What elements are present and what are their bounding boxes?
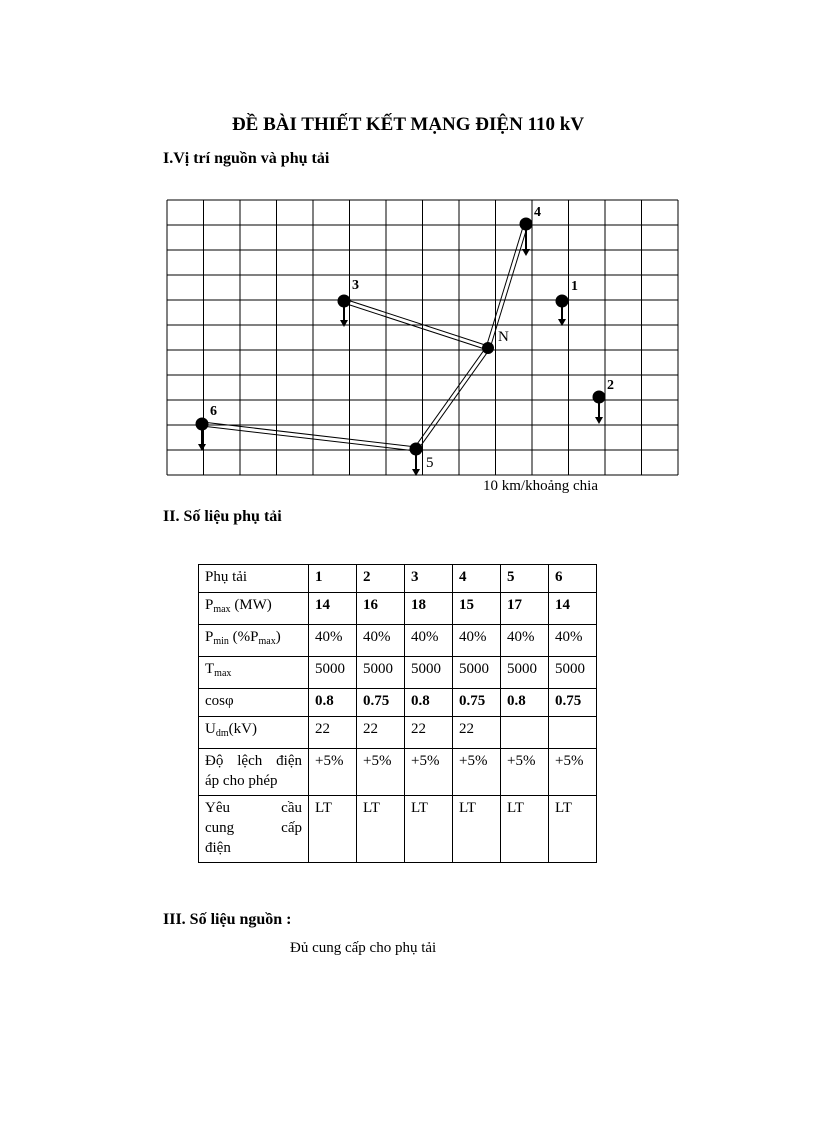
table-cell: 40% <box>309 625 357 657</box>
transmission-lines <box>202 223 528 451</box>
load-label-2: 2 <box>607 378 614 393</box>
table-cell: 0.8 <box>309 689 357 717</box>
table-cell: 0.8 <box>405 689 453 717</box>
load-label-5: 5 <box>426 455 434 471</box>
load-node-6 <box>196 418 209 431</box>
row-label: $P_{max}$ (MW) <box>199 593 309 625</box>
row-label: $U_{dm}(kV)$ <box>199 717 309 749</box>
load-label-1: 1 <box>571 279 578 294</box>
load-node-1 <box>556 295 569 308</box>
table-row-supply <box>199 796 597 863</box>
table-cell: 22 <box>405 717 453 749</box>
table-row-udm <box>199 717 597 749</box>
section-heading-location: I.Vị trí nguồn và phụ tải <box>163 150 330 167</box>
table-cell: 18 <box>405 593 453 625</box>
table-cell: +5% <box>405 749 453 796</box>
table-row-cos <box>199 689 597 717</box>
line-N-5 <box>414 347 486 448</box>
table-cell: 40% <box>453 625 501 657</box>
table-cell <box>501 717 549 749</box>
table-row-tmax <box>199 657 597 689</box>
table-cell: 1 <box>309 565 357 593</box>
table-cell: 0.8 <box>501 689 549 717</box>
table-cell: LT <box>501 796 549 863</box>
table-cell: 6 <box>549 565 597 593</box>
table-cell: 0.75 <box>549 689 597 717</box>
table-cell: 2 <box>357 565 405 593</box>
row-label: Phụ tải <box>199 565 309 593</box>
table-cell: LT <box>309 796 357 863</box>
load-label-6: 6 <box>210 404 217 419</box>
grid <box>167 200 678 475</box>
source-node-N <box>482 342 494 354</box>
load-node-4 <box>520 218 533 231</box>
table-cell: 40% <box>501 625 549 657</box>
table-cell: 0.75 <box>453 689 501 717</box>
row-label: $P_{min}$ $(\%P_{max})$ <box>199 625 309 657</box>
load-label-3: 3 <box>352 278 359 293</box>
source-label-N: N <box>498 329 509 345</box>
load-node-3 <box>338 295 351 308</box>
table-cell: 40% <box>405 625 453 657</box>
table-cell: LT <box>405 796 453 863</box>
load-node-2-arrow-icon <box>595 417 603 424</box>
row-label: cosφ <box>199 689 309 717</box>
table-cell: 40% <box>357 625 405 657</box>
table-row-deviation <box>199 749 597 796</box>
table-cell: 22 <box>309 717 357 749</box>
table-cell: 4 <box>453 565 501 593</box>
load-label-4: 4 <box>534 205 541 220</box>
table-cell: 3 <box>405 565 453 593</box>
section-heading-source: III. Số liệu nguồn : <box>163 911 292 928</box>
table-cell: 5000 <box>549 657 597 689</box>
line-N-3 <box>345 299 489 346</box>
table-cell: 14 <box>549 593 597 625</box>
table-cell: 22 <box>357 717 405 749</box>
load-node-5 <box>410 443 423 456</box>
table-row-pmax <box>199 593 597 625</box>
table-cell: +5% <box>453 749 501 796</box>
line-N-3 <box>343 303 487 350</box>
table-cell: LT <box>453 796 501 863</box>
row-label: $T_{max}$ <box>199 657 309 689</box>
table-cell: +5% <box>501 749 549 796</box>
page-title: ĐỀ BÀI THIẾT KẾT MẠNG ĐIỆN 110 kV <box>231 114 585 135</box>
source-description: Đủ cung cấp cho phụ tải <box>290 940 437 956</box>
table-cell <box>549 717 597 749</box>
table-row-pmin <box>199 625 597 657</box>
table-cell: 16 <box>357 593 405 625</box>
table-cell: 40% <box>549 625 597 657</box>
table-cell: 0.75 <box>357 689 405 717</box>
table-row-header <box>199 565 597 593</box>
line-5-6 <box>202 422 416 447</box>
load-node-3-arrow-icon <box>340 320 348 327</box>
table-cell: +5% <box>549 749 597 796</box>
scale-label: 10 km/khoảng chia <box>483 478 598 494</box>
section-heading-loads: II. Số liệu phụ tải <box>163 508 282 525</box>
load-nodes <box>196 218 606 477</box>
table-cell: 17 <box>501 593 549 625</box>
table-cell: +5% <box>357 749 405 796</box>
table-cell: 15 <box>453 593 501 625</box>
table-cell: LT <box>549 796 597 863</box>
table-cell: 5000 <box>357 657 405 689</box>
load-node-2 <box>593 391 606 404</box>
table-cell: 14 <box>309 593 357 625</box>
load-data-table <box>198 564 597 863</box>
row-label: Yêu cầu cung cấp điện <box>199 796 309 863</box>
table-cell: 5000 <box>453 657 501 689</box>
line-5-6 <box>202 426 416 451</box>
row-label: Độ lệch điện áp cho phép <box>199 749 309 796</box>
table-cell: 5000 <box>501 657 549 689</box>
load-node-4-arrow-icon <box>522 249 530 256</box>
table-cell: +5% <box>309 749 357 796</box>
table-cell: LT <box>357 796 405 863</box>
table-cell: 22 <box>453 717 501 749</box>
table-cell: 5000 <box>309 657 357 689</box>
table-cell: 5 <box>501 565 549 593</box>
location-diagram <box>150 195 690 495</box>
table-cell: 5000 <box>405 657 453 689</box>
